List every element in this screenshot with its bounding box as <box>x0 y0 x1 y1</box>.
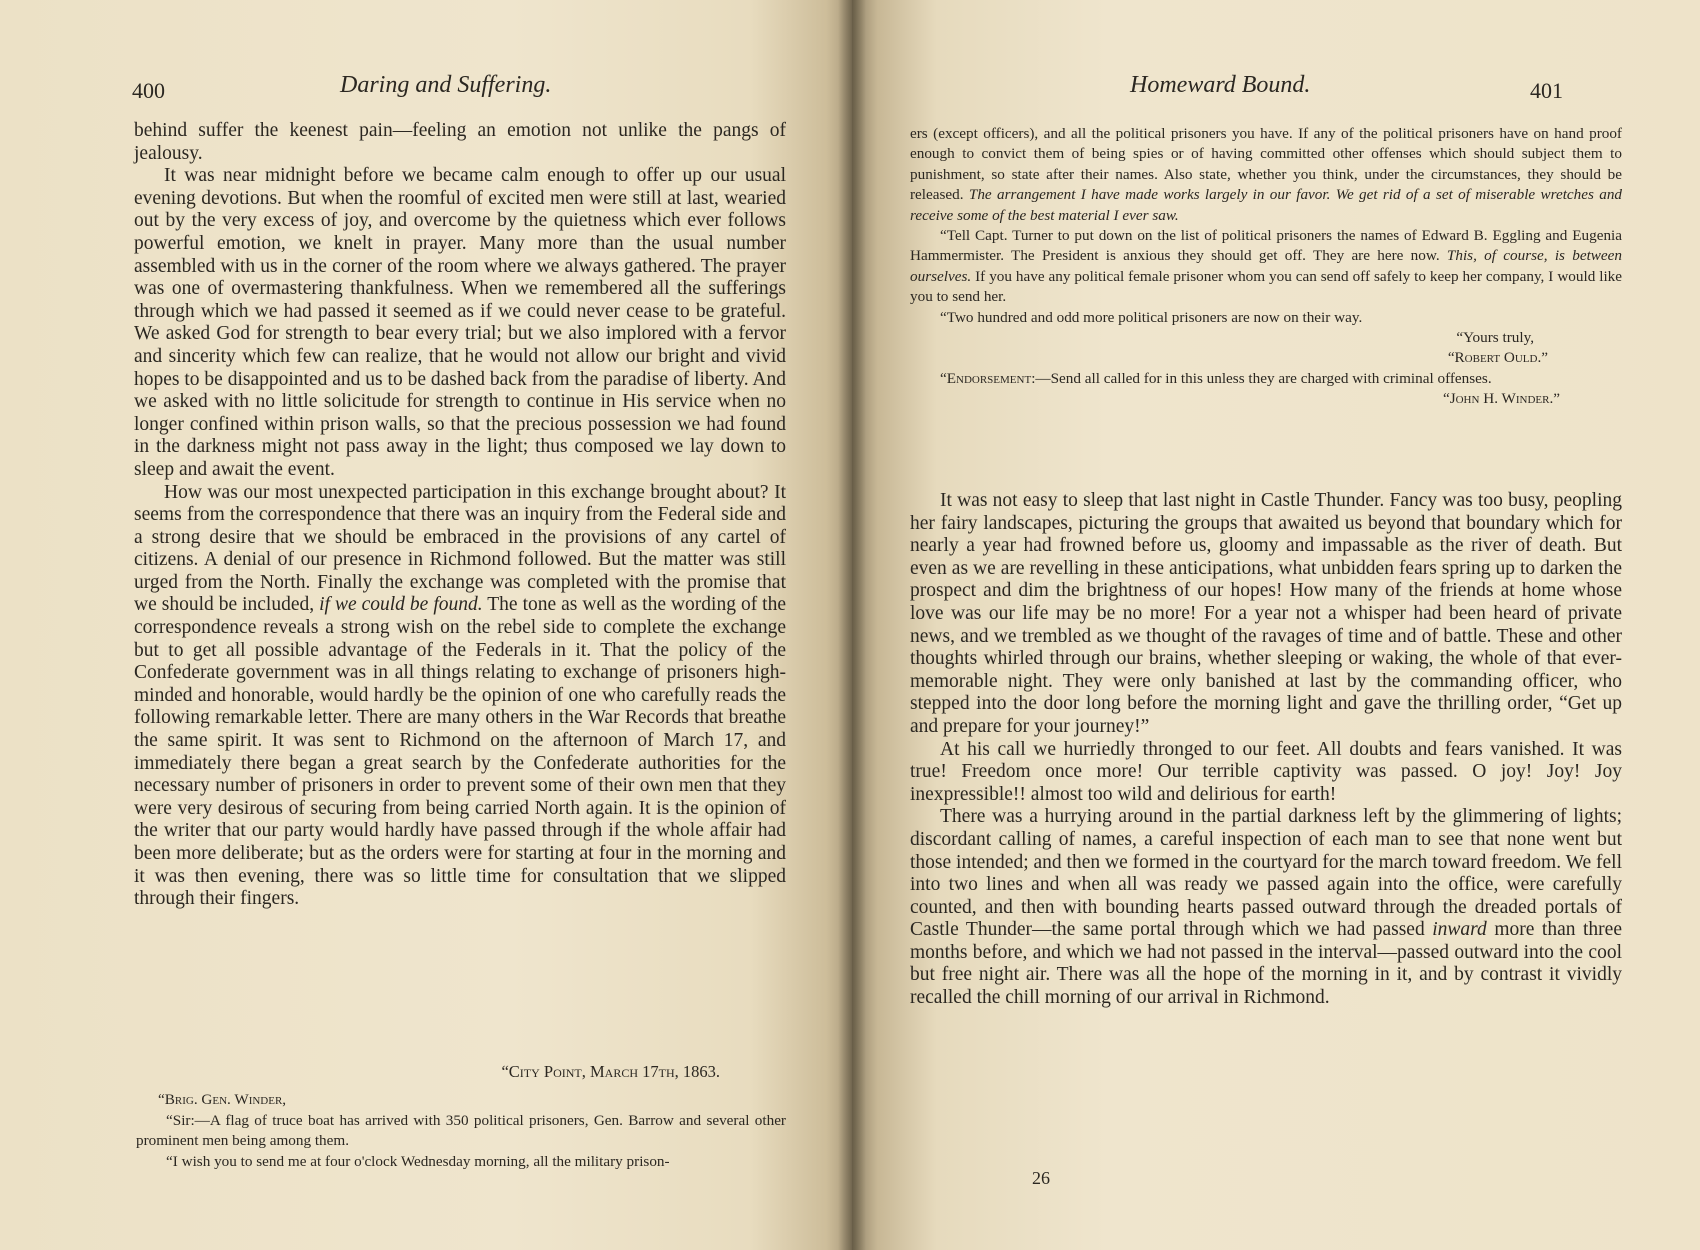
paragraph-text: How was our most unexpected participation in this exchange brought about? It seems from the correspondence that there was an inquiry from the Federal side and a strong desire that we should be embraced in the provisions of any cartel of citizens. A denial of our presence in Richmond followed. But the matter was still urged from the North. Finally the exchange was completed with the promise that we should be included, <box>134 481 786 616</box>
left-letter <box>136 1062 786 1172</box>
letter-paragraph: “Tell Capt. Turner to put down on the list of political prisoners the names of Edward B. Eggling and Eugenia Hammermister. The President is anxious they should get off. They are here now. This, of course, is between ourselves. If you have any political female prisoner whom you can send off safely to keep her company, I would like you to send her. <box>910 227 1623 306</box>
italic-phrase: The arrangement I have made works largely in our favor. We get rid of a set of miserable wretches and receive some of the best material I ever saw. <box>910 186 1623 224</box>
paragraph <box>134 482 786 911</box>
letter-paragraph: “Two hundred and odd more political prisoners are now on their way. <box>940 308 1363 326</box>
paragraph: At his call we hurriedly thronged to our feet. All doubts and fears vanished. It was true! Freedom once more! Our terrible captivity was passed. O joy! Joy! Joy inexpressible!! almost too wild and delirious for earth! <box>910 738 1622 805</box>
paragraph: There was a hurrying around in the partial darkness left by the glimmering of lights; discordant calling of names, a careful inspection of each man to see that none went but those intended; and then we formed in the courtyard for the march toward freedom. We fell into two lines and when all was ready we passed again into the office, were carefully counted, and then with bounding hearts passed outward through the dreaded portals of Castle Thunder—the same portal through which we had passed inward more than three months before, and which we had not passed in the interval—passed outward into the cool but free night air. There was all the hope of the morning in it, and by contrast it vividly recalled the chill morning of our arrival in Richmond. <box>910 806 1622 1009</box>
right-page-number: 401 <box>1530 78 1563 103</box>
letter-line: “Sir:—A flag of truce boat has arrived with 350 political prisoners, Gen. Barrow and several other prominent men being among them. <box>136 1111 786 1150</box>
letter-signature: “Robert Ould.” <box>1447 349 1548 367</box>
paragraph: behind suffer the keenest pain—feeling an emotion not unlike the pangs of jealousy. <box>134 120 786 164</box>
left-page-number: 400 <box>132 78 165 103</box>
right-letter <box>910 124 1622 410</box>
left-running-head: Daring and Suffering. <box>340 72 552 98</box>
right-body-text <box>910 490 1622 1010</box>
right-running-head: Homeward Bound. <box>1130 72 1311 98</box>
letter-dateline: “City Point, March 17th, 1863. <box>501 1062 720 1081</box>
italic-phrase: This, of course, is between ourselves. <box>910 247 1622 285</box>
italic-phrase: if we could be found. <box>319 594 483 616</box>
signature-mark: 26 <box>1032 1168 1050 1188</box>
letter-closing: “Yours truly, <box>1456 329 1534 347</box>
endorsement-signature: “John H. Winder.” <box>1442 390 1560 408</box>
italic-phrase: inward <box>1432 919 1487 941</box>
letter-paragraph: ers (except officers), and all the political prisoners you have. If any of the political prisoners have on hand proof enough to convict them of being spies or of having committed other offenses which should subject them to punishment, so state after their names. Also state, whether you think, under the circumstances, they should be released. The arrangement I have made works largely in our favor. We get rid of a set of miserable wretches and receive some of the best material I ever saw. <box>910 125 1623 224</box>
letter-line: “I wish you to send me at four o'clock Wednesday morning, all the military prison- <box>166 1152 670 1170</box>
letter-endorsement: “Endorsement:—Send all called for in this unless they are charged with criminal offenses. <box>940 369 1492 387</box>
letter-salutation: “Brig. Gen. Winder, <box>158 1091 287 1109</box>
paragraph: It was not easy to sleep that last night in Castle Thunder. Fancy was too busy, peopling her fairy landscapes, picturing the groups that awaited us beyond that boundary which for nearly a year had frowned before us, gloomy and impassable as the river of death. But even as we are revelling in these anticipations, what unbidden fears spring up to darken the prospect and dim the brightness of our hopes! How many of the friends at home whose love was our life may be no more! For a year not a whisper had been heard of private news, and we trembled as we thought of the ravages of time and of battle. These and other thoughts whirled through our brains, whether sleeping or waking, the whole of that ever-memorable night. They were only banished at last by the commanding officer, who stepped into the door long before the morning light and gave the thrilling order, “Get up and prepare for your journey!” <box>910 490 1622 737</box>
gutter-shadow <box>838 0 866 1250</box>
paragraph-text: The tone as well as the wording of the correspondence reveals a strong wish on the rebel side to complete the exchange but to get all possible advantage of the Federals in it. That the policy of the Confederate government was in all things relating to exchange of prisoners high-minded and honorable, would hardly be the opinion of one who carefully reads the following remarkable letter. There are many others in the War Records that breathe the same spirit. It was sent to Richmond on the afternoon of March 17, and immediately there began a great search by the Confederate authorities for the necessary number of prisoners in order to prevent some of their own men that they were very desirous of securing from being carried North again. It is the opinion of the writer that our party would hardly have passed through if the whole affair had been more deliberate; but as the orders were for starting at four in the morning and it was then evening, there was so little time for consultation that we slipped through their fingers. <box>134 594 787 910</box>
paragraph: It was near midnight before we became calm enough to offer up our usual evening devotions. But when the roomful of excited men were still at last, wearied out by the very excess of joy, and overcome by the quietness which ever follows powerful emotion, we knelt in prayer. Many more than the usual number assembled with us in the corner of the room where we always gathered. The prayer was one of overmastering thankfulness. When we remembered all the sufferings through which we had passed it seemed as if we could never cease to be grateful. We asked God for strength to bear every trial; but we also implored with a fervor and sincerity which few can realize, that he would not allow our bright and vivid hopes to be disappointed and us to be dashed back from the paradise of liberty. And we asked with no little solicitude for strength to continue in His service when no longer confined within prison walls, so that the precious possession we had found in the darkness might not pass away in the light; thus composed we lay down to sleep and await the event. <box>134 165 786 480</box>
left-body-text <box>134 120 786 911</box>
right-page <box>852 0 1700 1250</box>
